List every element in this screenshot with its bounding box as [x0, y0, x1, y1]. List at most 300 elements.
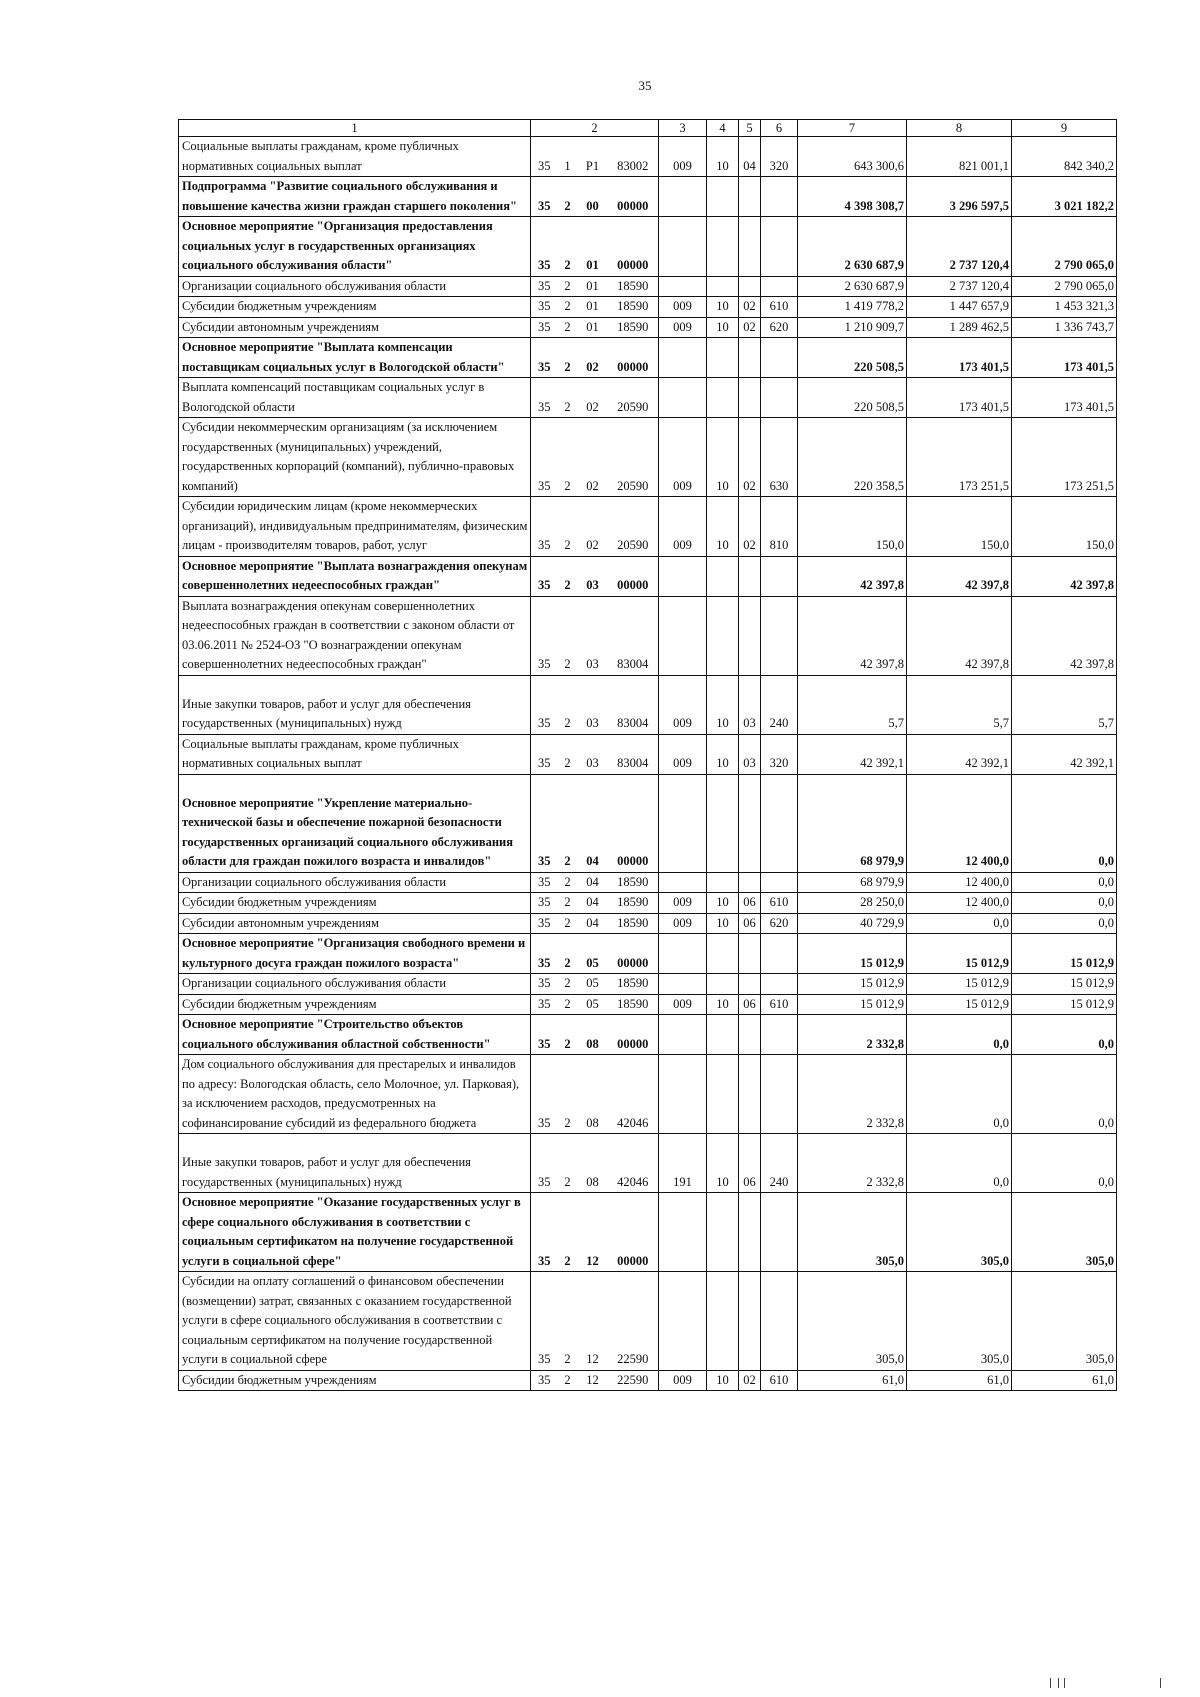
row-name: Подпрограмма "Развитие социального обслуживания и повышение качества жизни граждан старшего поколения"	[179, 177, 531, 217]
row-name: Выплата вознаграждения опекунам совершеннолетних недееспособных граждан в соответствии с законом области от 03.06.2011 № 2524-ОЗ "О вознаграждении опекунам совершеннолетних недееспособных граждан"	[179, 596, 531, 675]
code-event: 04	[578, 913, 608, 934]
code-expense-type	[761, 177, 798, 217]
amount-year2: 12 400,0	[907, 872, 1012, 893]
code-subprogram: 2	[558, 1272, 578, 1371]
code-direction: 20590	[608, 378, 659, 418]
budget-table	[178, 119, 1117, 1391]
code-direction: 00000	[608, 177, 659, 217]
code-subprogram: 2	[558, 934, 578, 974]
table-body	[179, 120, 1117, 1391]
code-section: 10	[707, 1370, 739, 1391]
code-expense-type: 240	[761, 1134, 798, 1193]
code-expense-type	[761, 596, 798, 675]
code-grbs	[659, 338, 707, 378]
code-subsection	[739, 177, 761, 217]
amount-year3: 0,0	[1012, 913, 1117, 934]
row-name: Основное мероприятие "Укрепление материально-технической базы и обеспечение пожарной безопасности государственных организаций социального обслуживания области для граждан пожилого возраста и инвалидов"	[179, 774, 531, 872]
code-program: 35	[531, 177, 558, 217]
table-row	[179, 418, 1117, 497]
amount-year1: 2 332,8	[798, 1134, 907, 1193]
code-program: 35	[531, 1055, 558, 1134]
code-event: 04	[578, 774, 608, 872]
amount-year3: 0,0	[1012, 893, 1117, 914]
code-grbs	[659, 872, 707, 893]
code-grbs: 009	[659, 317, 707, 338]
amount-year3: 61,0	[1012, 1370, 1117, 1391]
code-subprogram: 2	[558, 418, 578, 497]
table-row	[179, 1370, 1117, 1391]
code-expense-type	[761, 872, 798, 893]
code-section	[707, 556, 739, 596]
code-subprogram: 1	[558, 137, 578, 177]
code-section: 10	[707, 1134, 739, 1193]
code-grbs	[659, 1055, 707, 1134]
code-subprogram: 2	[558, 338, 578, 378]
table-row	[179, 934, 1117, 974]
table-row	[179, 1272, 1117, 1371]
table-row	[179, 317, 1117, 338]
code-expense-type: 630	[761, 418, 798, 497]
amount-year1: 68 979,9	[798, 872, 907, 893]
table-row	[179, 497, 1117, 557]
code-section	[707, 338, 739, 378]
code-expense-type	[761, 1055, 798, 1134]
amount-year2: 821 001,1	[907, 137, 1012, 177]
table-row	[179, 297, 1117, 318]
code-direction: 42046	[608, 1055, 659, 1134]
amount-year3: 2 790 065,0	[1012, 276, 1117, 297]
amount-year1: 61,0	[798, 1370, 907, 1391]
code-subsection	[739, 974, 761, 995]
code-grbs: 009	[659, 418, 707, 497]
code-section	[707, 974, 739, 995]
code-event: 00	[578, 177, 608, 217]
header-cell: 9	[1012, 120, 1117, 137]
code-expense-type: 320	[761, 734, 798, 774]
code-grbs	[659, 596, 707, 675]
amount-year3: 150,0	[1012, 497, 1117, 557]
amount-year2: 0,0	[907, 1134, 1012, 1193]
table-row	[179, 596, 1117, 675]
table-row	[179, 994, 1117, 1015]
code-expense-type: 610	[761, 893, 798, 914]
code-expense-type: 620	[761, 913, 798, 934]
code-program: 35	[531, 1370, 558, 1391]
table-row	[179, 1193, 1117, 1272]
row-name: Основное мероприятие "Оказание государственных услуг в сфере социального обслуживания в соответствии с социальным сертификатом на получение государственной услуги в социальной сфере"	[179, 1193, 531, 1272]
amount-year2: 2 737 120,4	[907, 276, 1012, 297]
amount-year3: 173 401,5	[1012, 338, 1117, 378]
header-cell: 8	[907, 120, 1012, 137]
code-grbs	[659, 974, 707, 995]
code-expense-type	[761, 217, 798, 277]
amount-year3: 173 251,5	[1012, 418, 1117, 497]
code-direction: 00000	[608, 1015, 659, 1055]
code-event: 04	[578, 893, 608, 914]
code-program: 35	[531, 556, 558, 596]
table-row	[179, 872, 1117, 893]
code-subsection: 06	[739, 893, 761, 914]
amount-year3: 1 336 743,7	[1012, 317, 1117, 338]
code-program: 35	[531, 217, 558, 277]
code-program: 35	[531, 338, 558, 378]
amount-year3: 0,0	[1012, 1055, 1117, 1134]
code-event: 04	[578, 872, 608, 893]
row-name: Субсидии некоммерческим организациям (за исключением государственных (муниципальных) учреждений, государственных корпораций (компаний), публично-правовых компаний)	[179, 418, 531, 497]
code-event: 01	[578, 317, 608, 338]
code-direction: 83002	[608, 137, 659, 177]
code-event: 02	[578, 497, 608, 557]
code-program: 35	[531, 872, 558, 893]
code-event: 02	[578, 418, 608, 497]
code-subprogram: 2	[558, 734, 578, 774]
code-section	[707, 774, 739, 872]
code-subsection: 02	[739, 497, 761, 557]
code-event: 05	[578, 934, 608, 974]
code-program: 35	[531, 378, 558, 418]
code-section: 10	[707, 137, 739, 177]
amount-year2: 173 401,5	[907, 378, 1012, 418]
amount-year3: 2 790 065,0	[1012, 217, 1117, 277]
amount-year2: 12 400,0	[907, 774, 1012, 872]
amount-year3: 173 401,5	[1012, 378, 1117, 418]
code-grbs: 191	[659, 1134, 707, 1193]
code-direction: 00000	[608, 338, 659, 378]
code-subprogram: 2	[558, 1134, 578, 1193]
code-event: 12	[578, 1193, 608, 1272]
amount-year1: 4 398 308,7	[798, 177, 907, 217]
amount-year1: 42 392,1	[798, 734, 907, 774]
code-section	[707, 217, 739, 277]
code-subprogram: 2	[558, 177, 578, 217]
code-program: 35	[531, 297, 558, 318]
code-expense-type: 810	[761, 497, 798, 557]
code-grbs	[659, 177, 707, 217]
amount-year2: 173 251,5	[907, 418, 1012, 497]
header-cell: 6	[761, 120, 798, 137]
code-direction: 00000	[608, 774, 659, 872]
code-grbs	[659, 1193, 707, 1272]
code-subsection: 02	[739, 418, 761, 497]
code-subsection: 03	[739, 734, 761, 774]
code-subsection	[739, 338, 761, 378]
scan-mark	[1058, 1678, 1059, 1688]
code-subsection	[739, 1193, 761, 1272]
amount-year1: 220 508,5	[798, 338, 907, 378]
code-subsection: 02	[739, 317, 761, 338]
code-subsection	[739, 556, 761, 596]
row-name: Субсидии бюджетным учреждениям	[179, 1370, 531, 1391]
amount-year1: 643 300,6	[798, 137, 907, 177]
code-direction: 18590	[608, 297, 659, 318]
code-grbs	[659, 556, 707, 596]
header-cell: 4	[707, 120, 739, 137]
code-direction: 18590	[608, 994, 659, 1015]
code-direction: 22590	[608, 1272, 659, 1371]
code-direction: 00000	[608, 934, 659, 974]
code-grbs: 009	[659, 913, 707, 934]
code-grbs: 009	[659, 675, 707, 734]
code-section: 10	[707, 994, 739, 1015]
code-direction: 20590	[608, 497, 659, 557]
amount-year1: 220 358,5	[798, 418, 907, 497]
code-subsection	[739, 596, 761, 675]
code-section	[707, 596, 739, 675]
amount-year2: 42 392,1	[907, 734, 1012, 774]
code-event: 03	[578, 675, 608, 734]
code-section	[707, 177, 739, 217]
row-name: Субсидии бюджетным учреждениям	[179, 297, 531, 318]
code-grbs: 009	[659, 137, 707, 177]
code-subprogram: 2	[558, 893, 578, 914]
row-name: Субсидии бюджетным учреждениям	[179, 893, 531, 914]
code-direction: 18590	[608, 974, 659, 995]
code-subsection: 06	[739, 913, 761, 934]
code-direction: 18590	[608, 276, 659, 297]
amount-year1: 150,0	[798, 497, 907, 557]
code-direction: 42046	[608, 1134, 659, 1193]
code-expense-type	[761, 276, 798, 297]
code-section: 10	[707, 893, 739, 914]
header-cell: 1	[179, 120, 531, 137]
code-section	[707, 1015, 739, 1055]
amount-year1: 15 012,9	[798, 974, 907, 995]
table-row	[179, 974, 1117, 995]
code-expense-type	[761, 1272, 798, 1371]
code-subsection: 02	[739, 297, 761, 318]
code-program: 35	[531, 974, 558, 995]
row-name: Социальные выплаты гражданам, кроме публичных нормативных социальных выплат	[179, 734, 531, 774]
amount-year2: 173 401,5	[907, 338, 1012, 378]
amount-year2: 61,0	[907, 1370, 1012, 1391]
code-section	[707, 934, 739, 974]
row-name: Организации социального обслуживания области	[179, 974, 531, 995]
code-program: 35	[531, 1272, 558, 1371]
code-event: 05	[578, 974, 608, 995]
table-row	[179, 675, 1117, 734]
code-subsection: 03	[739, 675, 761, 734]
amount-year1: 15 012,9	[798, 934, 907, 974]
code-subprogram: 2	[558, 217, 578, 277]
code-expense-type	[761, 1193, 798, 1272]
code-expense-type: 620	[761, 317, 798, 338]
code-subsection: 06	[739, 1134, 761, 1193]
code-subsection	[739, 774, 761, 872]
amount-year2: 2 737 120,4	[907, 217, 1012, 277]
row-name: Основное мероприятие "Организация свободного времени и культурного досуга граждан пожилого возраста"	[179, 934, 531, 974]
code-expense-type	[761, 338, 798, 378]
amount-year1: 2 332,8	[798, 1015, 907, 1055]
code-event: 02	[578, 378, 608, 418]
code-section	[707, 872, 739, 893]
amount-year2: 15 012,9	[907, 994, 1012, 1015]
table-row	[179, 1015, 1117, 1055]
scan-mark	[1160, 1678, 1161, 1688]
amount-year3: 0,0	[1012, 774, 1117, 872]
code-program: 35	[531, 994, 558, 1015]
code-grbs: 009	[659, 1370, 707, 1391]
code-subsection: 04	[739, 137, 761, 177]
table-row	[179, 1134, 1117, 1193]
amount-year3: 15 012,9	[1012, 994, 1117, 1015]
code-subsection	[739, 217, 761, 277]
code-subprogram: 2	[558, 913, 578, 934]
code-subsection: 02	[739, 1370, 761, 1391]
table-row	[179, 177, 1117, 217]
table-row	[179, 378, 1117, 418]
amount-year2: 42 397,8	[907, 556, 1012, 596]
amount-year3: 15 012,9	[1012, 934, 1117, 974]
code-section	[707, 1055, 739, 1134]
code-program: 35	[531, 137, 558, 177]
code-section: 10	[707, 675, 739, 734]
code-program: 35	[531, 1134, 558, 1193]
amount-year2: 0,0	[907, 1015, 1012, 1055]
code-grbs: 009	[659, 994, 707, 1015]
code-direction: 20590	[608, 418, 659, 497]
code-program: 35	[531, 418, 558, 497]
code-direction: 18590	[608, 872, 659, 893]
code-grbs: 009	[659, 734, 707, 774]
code-program: 35	[531, 675, 558, 734]
amount-year1: 2 630 687,9	[798, 276, 907, 297]
code-event: 08	[578, 1055, 608, 1134]
table-row	[179, 913, 1117, 934]
code-direction: 18590	[608, 913, 659, 934]
amount-year2: 42 397,8	[907, 596, 1012, 675]
header-cell: 3	[659, 120, 707, 137]
table-row	[179, 774, 1117, 872]
code-subprogram: 2	[558, 675, 578, 734]
table-row	[179, 338, 1117, 378]
amount-year3: 42 392,1	[1012, 734, 1117, 774]
row-name: Основное мероприятие "Строительство объектов социального обслуживания областной собственности"	[179, 1015, 531, 1055]
row-name: Субсидии юридическим лицам (кроме некоммерческих организаций), индивидуальным предпринимателям, физическим лицам - производителям товаров, работ, услуг	[179, 497, 531, 557]
code-expense-type	[761, 1015, 798, 1055]
code-subprogram: 2	[558, 297, 578, 318]
code-grbs	[659, 774, 707, 872]
code-subprogram: 2	[558, 1370, 578, 1391]
code-expense-type: 320	[761, 137, 798, 177]
code-direction: 00000	[608, 556, 659, 596]
code-grbs	[659, 934, 707, 974]
scan-mark	[1064, 1678, 1065, 1688]
header-cell: 5	[739, 120, 761, 137]
code-section	[707, 276, 739, 297]
table-row	[179, 734, 1117, 774]
code-subsection	[739, 378, 761, 418]
code-section	[707, 378, 739, 418]
table-header-row	[179, 120, 1117, 137]
code-subprogram: 2	[558, 556, 578, 596]
code-expense-type: 610	[761, 297, 798, 318]
amount-year1: 42 397,8	[798, 596, 907, 675]
amount-year1: 1 419 778,2	[798, 297, 907, 318]
code-program: 35	[531, 734, 558, 774]
amount-year2: 1 447 657,9	[907, 297, 1012, 318]
code-section: 10	[707, 497, 739, 557]
code-program: 35	[531, 497, 558, 557]
code-event: P1	[578, 137, 608, 177]
amount-year2: 1 289 462,5	[907, 317, 1012, 338]
amount-year3: 42 397,8	[1012, 556, 1117, 596]
header-cell: 7	[798, 120, 907, 137]
table-row	[179, 276, 1117, 297]
code-subprogram: 2	[558, 774, 578, 872]
amount-year3: 3 021 182,2	[1012, 177, 1117, 217]
amount-year3: 5,7	[1012, 675, 1117, 734]
code-expense-type	[761, 378, 798, 418]
code-direction: 22590	[608, 1370, 659, 1391]
code-subprogram: 2	[558, 1193, 578, 1272]
amount-year2: 150,0	[907, 497, 1012, 557]
code-program: 35	[531, 276, 558, 297]
amount-year1: 68 979,9	[798, 774, 907, 872]
code-event: 01	[578, 276, 608, 297]
code-grbs	[659, 1015, 707, 1055]
code-event: 05	[578, 994, 608, 1015]
row-name: Организации социального обслуживания области	[179, 872, 531, 893]
code-expense-type: 610	[761, 1370, 798, 1391]
code-subsection	[739, 1055, 761, 1134]
code-subprogram: 2	[558, 974, 578, 995]
amount-year2: 305,0	[907, 1272, 1012, 1371]
code-subsection	[739, 934, 761, 974]
amount-year3: 15 012,9	[1012, 974, 1117, 995]
code-program: 35	[531, 1193, 558, 1272]
code-event: 03	[578, 596, 608, 675]
amount-year2: 5,7	[907, 675, 1012, 734]
amount-year1: 15 012,9	[798, 994, 907, 1015]
code-expense-type	[761, 974, 798, 995]
amount-year1: 1 210 909,7	[798, 317, 907, 338]
code-subsection	[739, 1015, 761, 1055]
amount-year2: 305,0	[907, 1193, 1012, 1272]
amount-year1: 220 508,5	[798, 378, 907, 418]
code-subprogram: 2	[558, 378, 578, 418]
amount-year3: 305,0	[1012, 1272, 1117, 1371]
amount-year3: 305,0	[1012, 1193, 1117, 1272]
code-grbs	[659, 276, 707, 297]
page-number: 35	[638, 78, 652, 93]
amount-year2: 0,0	[907, 913, 1012, 934]
code-program: 35	[531, 893, 558, 914]
code-program: 35	[531, 1015, 558, 1055]
amount-year3: 0,0	[1012, 1134, 1117, 1193]
code-subsection	[739, 276, 761, 297]
code-expense-type: 610	[761, 994, 798, 1015]
code-direction: 18590	[608, 317, 659, 338]
code-program: 35	[531, 913, 558, 934]
amount-year3: 1 453 321,3	[1012, 297, 1117, 318]
code-grbs	[659, 217, 707, 277]
row-name: Иные закупки товаров, работ и услуг для обеспечения государственных (муниципальных) нужд	[179, 675, 531, 734]
code-subsection: 06	[739, 994, 761, 1015]
amount-year1: 305,0	[798, 1193, 907, 1272]
row-name: Иные закупки товаров, работ и услуг для обеспечения государственных (муниципальных) нужд	[179, 1134, 531, 1193]
code-direction: 18590	[608, 893, 659, 914]
code-section: 10	[707, 297, 739, 318]
amount-year2: 0,0	[907, 1055, 1012, 1134]
row-name: Основное мероприятие "Выплата вознаграждения опекунам совершеннолетних недееспособных граждан"	[179, 556, 531, 596]
code-direction: 83004	[608, 675, 659, 734]
amount-year2: 15 012,9	[907, 974, 1012, 995]
code-event: 01	[578, 297, 608, 318]
code-grbs: 009	[659, 497, 707, 557]
code-subprogram: 2	[558, 872, 578, 893]
row-name: Дом социального обслуживания для престарелых и инвалидов по адресу: Вологодская область, село Молочное, ул. Парковая), за исключением расходов, предусмотренных на софинансирование субсидий из федерального бюджета	[179, 1055, 531, 1134]
code-subprogram: 2	[558, 276, 578, 297]
